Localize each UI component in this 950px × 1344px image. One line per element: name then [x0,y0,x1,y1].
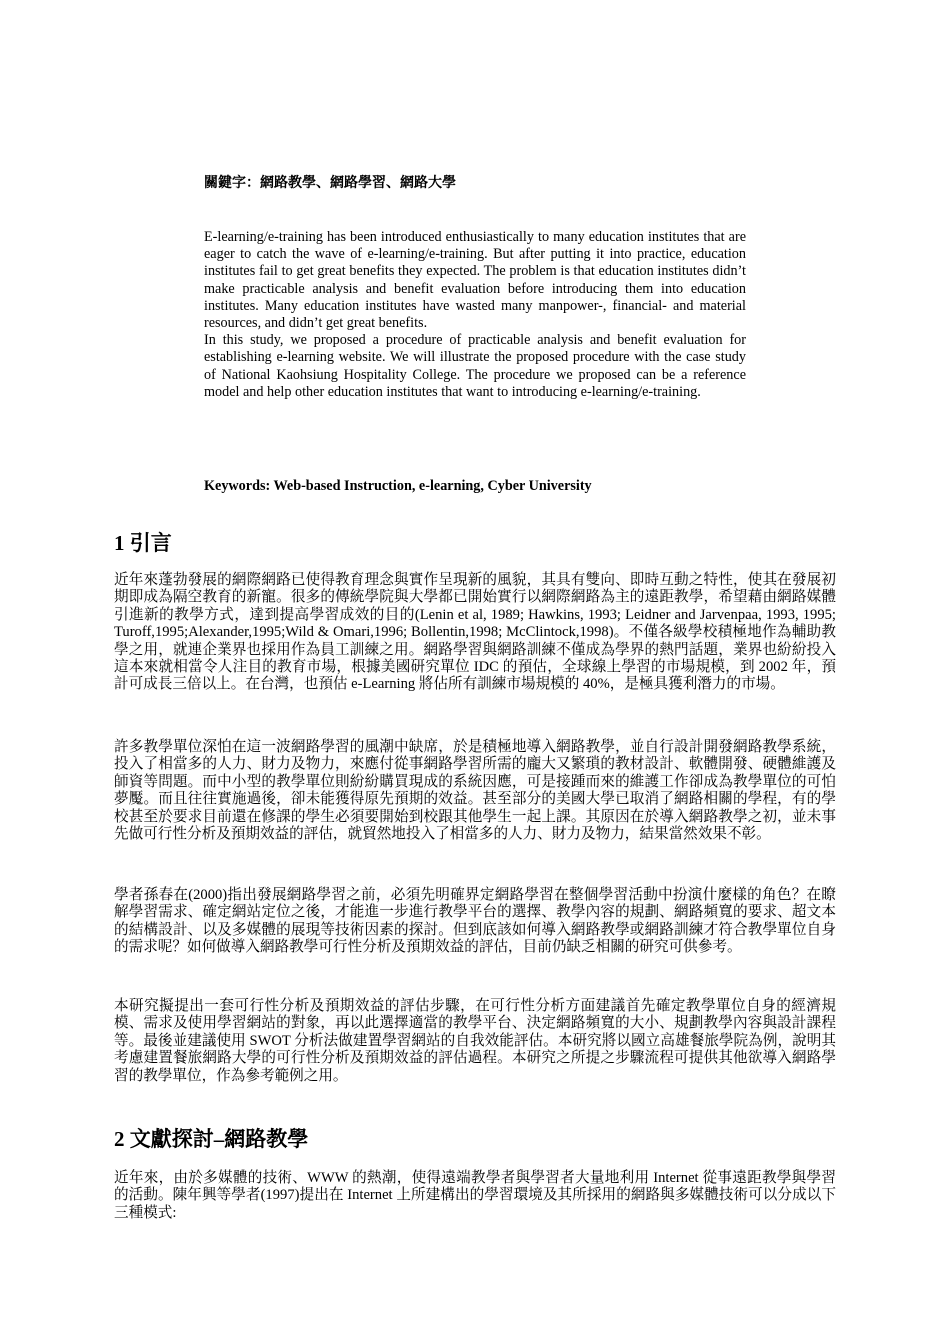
keywords-chinese: 關鍵字：網路教學、網路學習、網路大學 [204,176,456,191]
abstract-paragraph: E-learning/e-training has been introduced enthusiastically to many education institutes that are eager to catch the wave of e-learning/e-training. But after putting it into practice, education institutes fail to get great benefits they expected. The problem is that education institutes didn’t make practicable analysis and benefit evaluation before introducing them into education institutes. Many education institutes have wasted many manpower-, financial- and material resources, and didn’t get great benefits. [204,229,746,332]
abstract-paragraph: In this study, we proposed a procedure of practicable analysis and benefit evaluation for establishing e-learning website. We will illustrate the proposed procedure with the case study of National Kaohsiung Hospitality College. The procedure we proposed can be a reference model and help other education institutes that want to introducing e-learning/e-training. [204,332,746,400]
section-heading-literature-review: 2 文獻探討–網路教學 [114,1127,309,1151]
body-paragraph: 近年來蓬勃發展的網際網路已使得教育理念與實作呈現新的風貌，其具有雙向、即時互動之特性，使其在發展初期即成為隔空教育的新寵。很多的傳統學院與大學都已開始實行以網際網路為主的遠距教學，希望藉由網路媒體引進新的教學方式，達到提高學習成效的目的(Lenin et al, 1989; Hawkins, 1993; Leidner and Jarvenpaa, 1993, 1995; Turoff,1995;Alexander,1995;Wild & Omari,1996; Bollentin,1998; McClintock,1998)。不僅各級學校積極地作為輔助教學之用，就連企業界也採用作為員工訓練之用。網路學習與網路訓練不僅成為學界的熱門話題，業界也紛紛投入這本來就相當令人注目的教育市場，根據美國研究單位 IDC 的預估，全球線上學習的市場規模，到 2002 年，預計可成長三倍以上。在台灣，也預估 e-Learning 將佔所有訓練市場規模的 40%，是極具獲利潛力的市場。 [114,572,836,693]
body-paragraph: 本研究擬提出一套可行性分析及預期效益的評估步驟，在可行性分析方面建議首先確定教學單位自身的經濟規模、需求及使用學習網站的對象，再以此選擇適當的教學平台、決定網路頻寬的大小、規劃教學內容與設計課程等。最後並建議使用 SWOT 分析法做建置學習網站的自我效能評估。本研究將以國立高雄餐旅學院為例，說明其考慮建置餐旅網路大學的可行性分析及預期效益的評估過程。本研究之所提之步驟流程可提供其他欲導入網路學習的教學單位，作為參考範例之用。 [114,998,836,1084]
body-paragraph: 學者孫春在(2000)指出發展網路學習之前，必須先明確界定網路學習在整個學習活動中扮演什麼樣的角色？在瞭解學習需求、確定網站定位之後，才能進一步進行教學平台的選擇、教學內容的規劃、網路頻寬的要求、超文本的結構設計、以及多媒體的展現等技術因素的探討。但到底該如何導入網路教學或網路訓練才符合教學單位自身的需求呢？如何做導入網路教學可行性分析及預期效益的評估，目前仍缺乏相關的研究可供參考。 [114,887,836,956]
section-heading-introduction: 1 引言 [114,531,172,555]
body-paragraph: 近年來，由於多媒體的技術、WWW 的熱潮，使得遠端教學者與學習者大量地利用 Internet 從事遠距教學與學習的活動。陳年興等學者(1997)提出在 Internet 上所建構出的學習環境及其所採用的網路與多媒體技術可以分成以下三種模式: [114,1170,836,1221]
body-paragraph: 許多教學單位深怕在這一波網路學習的風潮中缺席，於是積極地導入網路教學，並自行設計開發網路教學系統，投入了相當多的人力、財力及物力，來應付從事網路學習所需的龐大又繁瑣的教材設計、軟體開發、硬體維護及師資等問題。而中小型的教學單位則紛紛購買現成的系統因應，可是接踵而來的維護工作卻成為教學單位的可怕夢魘。而且往往實施過後，卻未能獲得原先預期的效益。甚至部分的美國大學已取消了網路相關的學程，有的學校甚至於要求目前還在修課的學生必須要開始到校跟其他學生一起上課。其原因在於導入網路教學之初，並未事先做可行性分析及預期效益的評估，就貿然地投入了相當多的人力、財力及物力，結果當然效果不彰。 [114,739,836,843]
keywords-english: Keywords: Web-based Instruction, e-learning, Cyber University [204,478,592,494]
abstract [204,229,746,401]
